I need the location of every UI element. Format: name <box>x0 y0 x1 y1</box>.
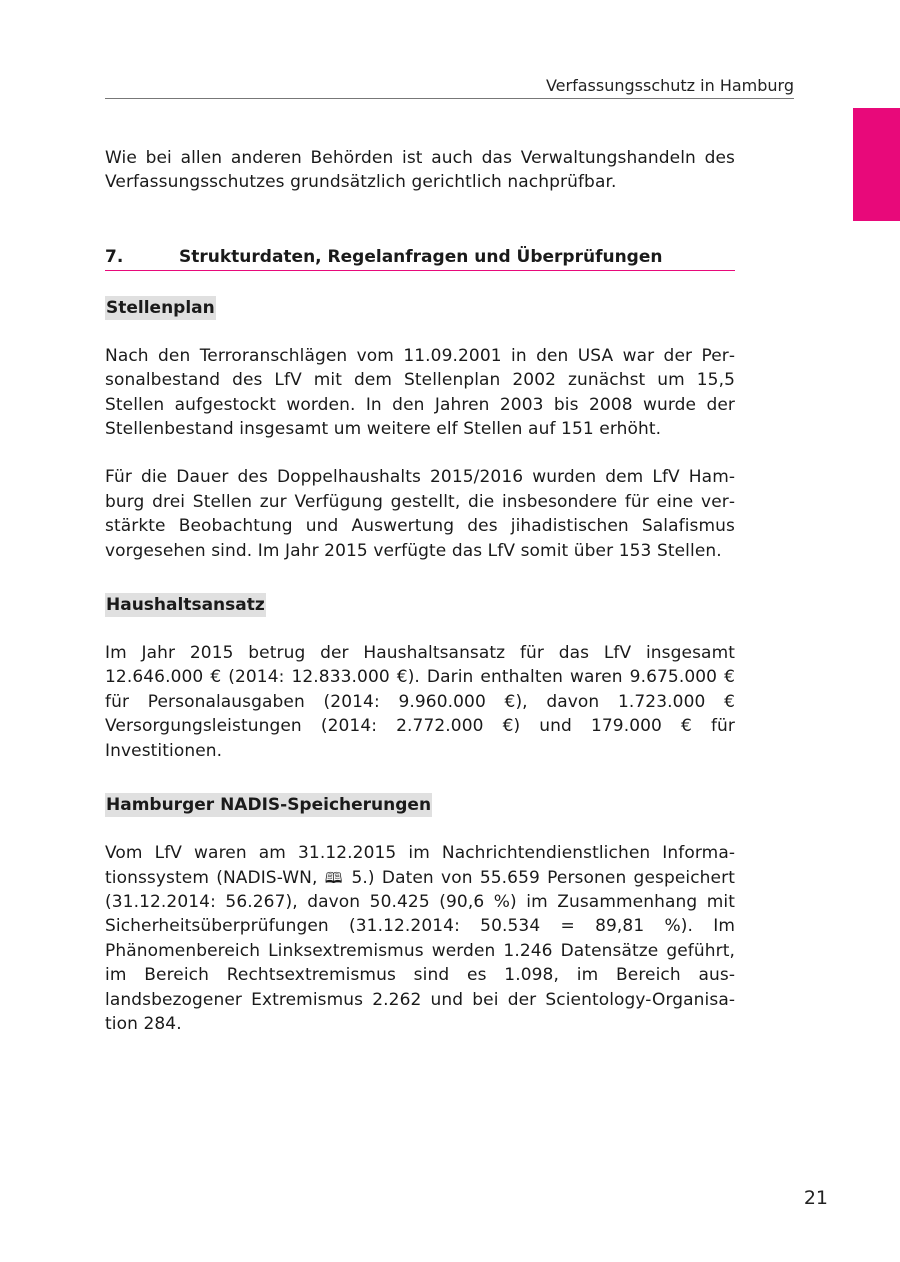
nadis-paragraph <box>105 841 735 1036</box>
section-title: Strukturdaten, Regelanfragen und Überprüfungen <box>179 246 663 267</box>
nadis-text-before-icon: Vom LfV waren am 31.12.2015 im Nachrichtendienstlichen Informationssystem (NADIS-WN, <box>105 843 735 888</box>
intro-paragraph: Wie bei allen anderen Behörden ist auch das Verwaltungshandeln des Verfassungsschutzes grundsätzlich gerichtlich nachprüfbar. <box>105 148 735 193</box>
haushalt-paragraph: Im Jahr 2015 betrug der Haushaltsansatz für das LfV insgesamt 12.646.000 € (2014: 12.833.000 €). Darin enthalten waren 9.675.000 € für Personalausgaben (2014: 9.960.000 €), davon 1.723.000 € Versorgungsleistungen (2014: 2.772.000 €) und 179.000 € für Investitionen. <box>105 643 735 761</box>
header-rule <box>105 98 794 99</box>
book-icon: 🕮 <box>324 868 345 887</box>
subheading-nadis: Hamburger NADIS-Speicherungen <box>106 795 432 816</box>
section-heading <box>105 245 735 271</box>
section-number: 7. <box>105 246 124 267</box>
running-header: Verfassungsschutz in Hamburg <box>545 76 794 95</box>
stellenplan-paragraph-1: Nach den Terroranschlägen vom 11.09.2001 in den USA war der Personalbestand des LfV mit dem Stellenplan 2002 zunächst um 15,5 Stellen aufgestockt worden. In den Jahren 2003 bis 2008 wurde der Stellenbestand insgesamt um weitere elf Stellen auf 151 erhöht. <box>105 345 735 440</box>
subheading-stellenplan: Stellenplan <box>106 297 215 318</box>
subheading-haushaltsansatz: Haushaltsansatz <box>106 595 265 616</box>
stellenplan-paragraph-2: Für die Dauer des Doppelhaushalts 2015/2016 wurden dem LfV Hamburg drei Stellen zur Verfügung gestellt, die insbesondere für eine verstärkte Beobachtung und Auswertung des jihadistischen Salafismus vorgesehen sind. Im Jahr 2015 verfügte das LfV somit über 153 Stellen. <box>105 467 735 561</box>
nadis-text-after-icon: 5.) Daten von 55.659 Personen gespeichert (31.12.2014: 56.267), davon 50.425 (90,6 %) im Zusammenhang mit Sicherheitsüberprüfungen (31.12.2014: 50.534 = 89,81 %). Im Phänomenbereich Linksextremismus werden 1.246 Datensätze geführt, im Bereich Rechtsextremismus sind es 1.098, im Bereich auslandsbezogener Extremismus 2.262 und bei der Scientology-Organisation 284. <box>105 867 735 1034</box>
page-number: 21 <box>803 1187 828 1209</box>
chapter-tab-marker <box>853 108 900 221</box>
page-content <box>105 146 735 1036</box>
